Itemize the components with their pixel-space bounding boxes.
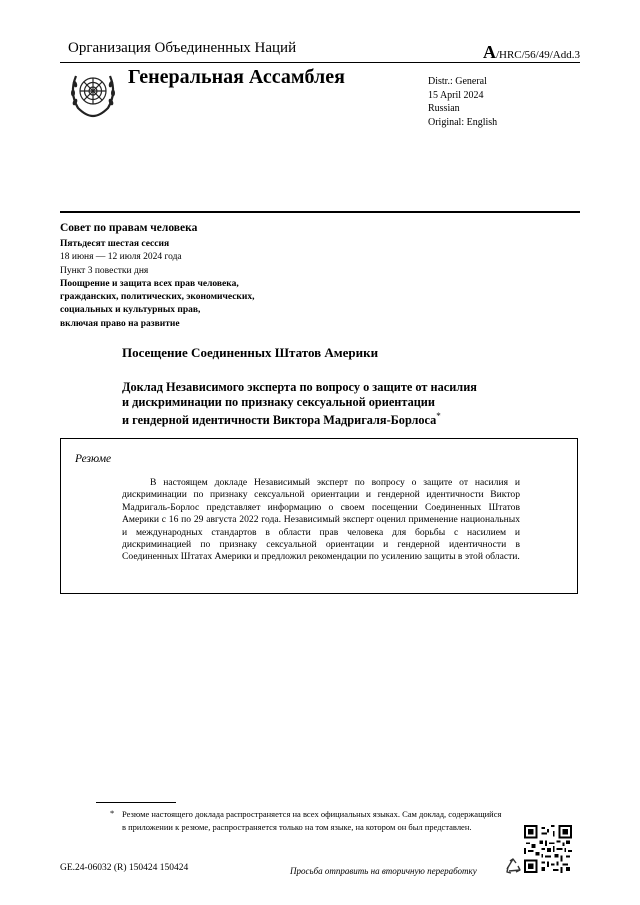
subtitle-line: и гендерной идентичности Виктора Мадригаля-Борлоса	[122, 413, 437, 428]
organization-name: Организация Объединенных Наций	[68, 40, 297, 56]
agenda-title-line: социальных и культурных прав,	[60, 305, 201, 316]
header-rule	[60, 62, 580, 63]
document-symbol	[483, 42, 580, 63]
language: Russian	[428, 103, 460, 114]
distribution: Distr.: General	[428, 76, 487, 87]
summary-heading: Резюме	[75, 453, 112, 465]
header-thick-rule	[60, 211, 580, 213]
recycle-icon	[504, 858, 522, 876]
subtitle-line-last	[122, 409, 477, 428]
issue-date: 15 April 2024	[428, 89, 484, 101]
footnote-text: Резюме настоящего доклада распространяется на всех официальных языках. Сам доклад, содержащийся в приложении к резюме, распространяется только на том языке, на котором он был представлен.	[122, 809, 502, 832]
subtitle-line: Доклад Независимого эксперта по вопросу о защите от насилия	[122, 380, 477, 394]
report-title: Посещение Соединенных Штатов Америки	[122, 345, 379, 360]
original-language: Original: English	[428, 116, 498, 128]
recycle-notice: Просьба отправить на вторичную переработку	[290, 866, 477, 876]
general-assembly-title: Генеральная Ассамблея	[128, 66, 345, 88]
un-emblem-icon	[66, 66, 120, 120]
footnote-marker: *	[110, 808, 115, 818]
footnote-rule	[96, 802, 176, 803]
symbol-letter: A	[482, 42, 496, 62]
qr-code-icon	[524, 825, 572, 873]
council-name: Совет по правам человека	[60, 222, 198, 234]
symbol-rest: /HRC/56/49/Add.3	[495, 49, 580, 61]
footnote-mark: *	[436, 411, 441, 421]
distribution-block	[428, 75, 497, 129]
session-name: Пятьдесят шестая сессия	[60, 239, 170, 249]
session-dates: 18 июня — 12 июля 2024 года	[60, 252, 182, 263]
summary-text: В настоящем докладе Независимый эксперт по вопросу о защите от насилия и дискриминации по признаку сексуальной ориентации и гендерной идентичности Виктор Мадригаль-Борлос представляет информацию о своем посещении Соединенных Штатов Америки с 16 по 29 августа 2022 года. Независимый эксперт оценил применение национальных и международных стандартов в области прав человека для борьбы с насилием и дискриминацией по признаку сексуальной ориентации и гендерной идентичности в Соединенных Штатах Америки и предложил рекомендации по усилению защиты в этой области.	[122, 477, 520, 563]
document-code: GE.24-06032 (R) 150424 150424	[60, 863, 189, 873]
session-details	[60, 238, 255, 331]
subtitle-line: и дискриминации по признаку сексуальной ориентации	[122, 394, 435, 409]
report-subtitle	[122, 380, 477, 428]
agenda-title-line: Поощрение и защита всех прав человека,	[60, 278, 239, 289]
agenda-title-line: гражданских, политических, экономических,	[60, 292, 255, 303]
agenda-item: Пункт 3 повестки дня	[60, 265, 149, 276]
agenda-title-line: включая право на развитие	[60, 318, 180, 329]
